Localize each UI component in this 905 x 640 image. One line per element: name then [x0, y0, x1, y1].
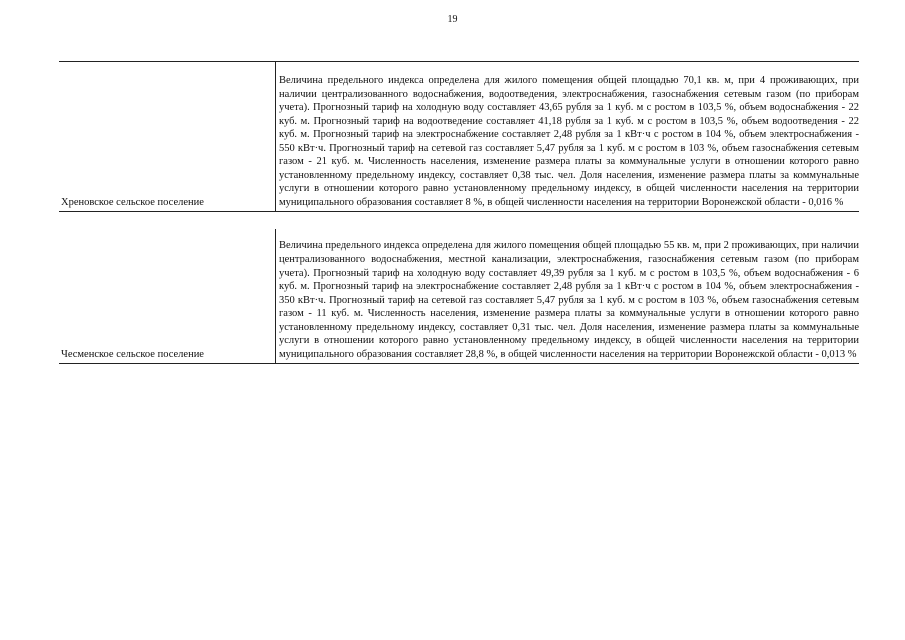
- settlement-name: Чесменское сельское поселение: [59, 229, 276, 363]
- page-number: 19: [447, 14, 458, 25]
- table-row: [59, 229, 859, 364]
- index-table: [59, 61, 859, 364]
- table-row: [59, 62, 859, 212]
- index-description: Величина предельного индекса определена для жилого помещения общей площадью 55 кв. м, при 2 проживающих, при наличии централизованного водоснабжения, местной канализации, электроснабжения, газоснабжения сетевым газом (по приборам учета). Прогнозный тариф на холодную воду составляет 49,39 рубля за 1 куб. м с ростом в 103,5 %, объем водоснабжения - 6 куб. м. Прогнозный тариф на электроснабжение составляет 2,48 рубля за 1 кВт·ч с ростом в 104 %, объем электроснабжения - 350 кВт·ч. Прогнозный тариф на сетевой газ составляет 5,47 рубля за 1 куб. м с ростом в 103 %, объем газоснабжения сетевым газом - 11 куб. м. Численность населения, изменение размера платы за коммунальные услуги в отношении которого равно установленному предельному индексу, составляет 0,31 тыс. чел. Доля населения, изменение размера платы за коммунальные услуги в отношении которого равно установленному предельному индексу, в общей численности населения на территории муниципального образования составляет 28,8 %, в общей численности населения на территории Воронежской области - 0,013 %: [279, 240, 859, 360]
- index-description: Величина предельного индекса определена для жилого помещения общей площадью 70,1 кв. м, при 4 проживающих, при наличии централизованного водоснабжения, водоотведения, электроснабжения, газоснабжения сетевым газом (по приборам учета). Прогнозный тариф на холодную воду составляет 43,65 рубля за 1 куб. м с ростом в 103,5 %, объем водоснабжения - 22 куб. м. Прогнозный тариф на водоотведение составляет 41,18 рубля за 1 куб. м с ростом в 103,5 %, объем водоотведения - 22 куб. м. Прогнозный тариф на электроснабжение составляет 2,48 рубля за 1 кВт·ч с ростом в 104 %, объем электроснабжения - 550 кВт·ч. Прогнозный тариф на сетевой газ составляет 5,47 рубля за 1 куб. м с ростом в 103 %, объем газоснабжения сетевым газом - 21 куб. м. Численность населения, изменение размера платы за коммунальные услуги в отношении которого равно установленному предельному индексу, составляет 0,38 тыс. чел. Доля населения, изменение размера платы за коммунальные услуги в отношении которого равно установленному предельному индексу, в общей численности населения на территории муниципального образования составляет 8 %, в общей численности населения на территории Воронежской области - 0,016 %: [279, 75, 859, 208]
- settlement-name: Хреновское сельское поселение: [59, 62, 276, 211]
